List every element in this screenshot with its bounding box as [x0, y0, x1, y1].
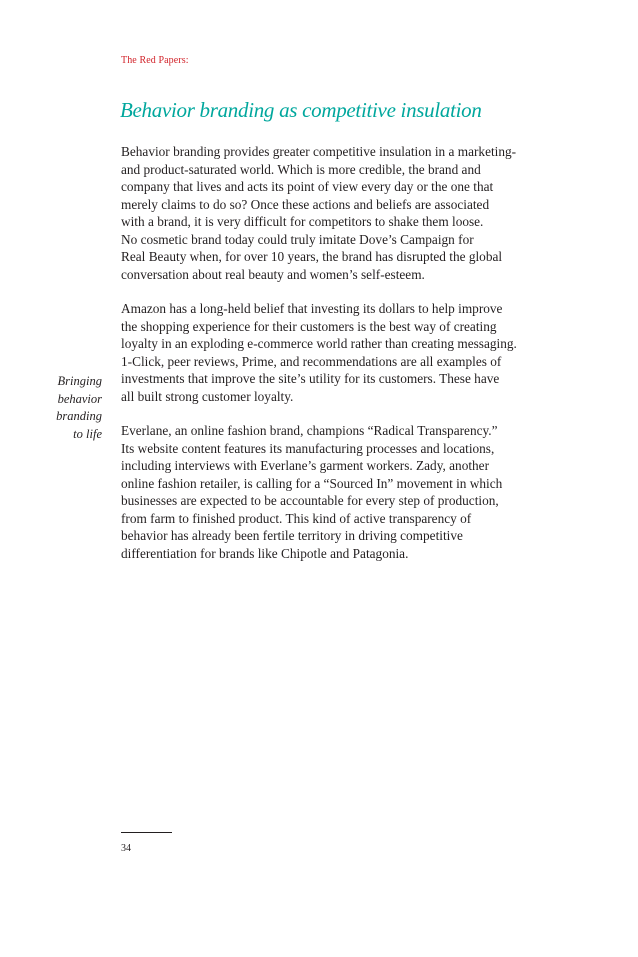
text-line: 1-Click, peer reviews, Prime, and recommendations are all examples of — [121, 353, 502, 369]
text-line: from farm to finished product. This kind of active transparency of — [121, 510, 472, 526]
text-line: conversation about real beauty and women’s self-esteem. — [121, 266, 425, 282]
text-line: the shopping experience for their customers is the best way of creating — [121, 318, 497, 334]
paragraph-amazon — [121, 300, 566, 405]
text-line: Real Beauty when, for over 10 years, the brand has disrupted the global — [121, 249, 503, 264]
text-line: Behavior branding provides greater competitive insulation in a marketing- — [121, 144, 517, 159]
text-line: No cosmetic brand today could truly imitate Dove’s Campaign for — [121, 231, 474, 247]
text-line: Amazon has a long-held belief that investing its dollars to help improve — [121, 301, 503, 316]
body-text — [121, 143, 566, 579]
text-line: all built strong customer loyalty. — [121, 388, 294, 404]
text-line: loyalty in an exploding e-commerce world rather than creating messaging. — [121, 336, 517, 351]
running-header: The Red Papers: — [121, 55, 189, 66]
text-line: behavior has already been fertile territory in driving competitive — [121, 528, 463, 543]
page-number: 34 — [121, 843, 131, 854]
sidebar-line: to life — [73, 426, 102, 441]
sidebar-line: behavior — [57, 391, 102, 406]
text-line: differentiation for brands like Chipotle and Patagonia. — [121, 545, 409, 561]
text-line: businesses are expected to be accountable for every step of production, — [121, 493, 499, 508]
sidebar-line: branding — [56, 409, 102, 423]
paragraph-dove — [121, 143, 566, 283]
text-line: with a brand, it is very difficult for competitors to shake them loose. — [121, 214, 484, 229]
footer-rule — [121, 832, 172, 833]
section-title: Behavior branding as competitive insulation — [120, 98, 482, 122]
text-line: and product-saturated world. Which is more credible, the brand and — [121, 161, 481, 177]
paragraph-everlane — [121, 422, 566, 562]
sidebar-line: Bringing — [57, 374, 102, 388]
sidebar-pull-quote — [40, 373, 102, 443]
text-line: online fashion retailer, is calling for a “Sourced In” movement in which — [121, 475, 503, 491]
text-line: merely claims to do so? Once these actions and beliefs are associated — [121, 196, 490, 212]
text-line: investments that improve the site’s utility for its customers. These have — [121, 371, 500, 386]
text-line: Its website content features its manufacturing processes and locations, — [121, 440, 495, 456]
text-line: Everlane, an online fashion brand, champions “Radical Transparency.” — [121, 423, 498, 438]
text-line: company that lives and acts its point of view every day or the one that — [121, 179, 494, 194]
text-line: including interviews with Everlane’s garment workers. Zady, another — [121, 458, 490, 473]
